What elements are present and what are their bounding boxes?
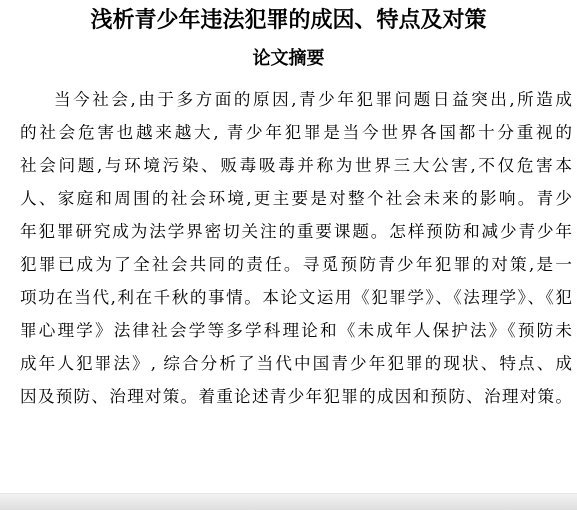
abstract-line: 年犯罪研究成为法学界密切关注的重要课题。怎样预防和减少青少年 [20, 222, 572, 241]
abstract-line: 当今社会,由于多方面的原因,青少年犯罪问题日益突出,所造成 [54, 90, 572, 109]
abstract-line: 成年人犯罪法》, 综合分析了当代中国青少年犯罪的现状、特点、成 [20, 354, 572, 373]
page-bottom-edge [0, 493, 577, 510]
abstract-body [20, 83, 572, 413]
abstract-line: 犯罪已成为了全社会共同的责任。寻觅预防青少年犯罪的对策,是一 [20, 255, 572, 274]
abstract-line: 因及预防、治理对策。着重论述青少年犯罪的成因和预防、治理对策。 [20, 387, 572, 406]
abstract-line: 社会问题,与环境污染、贩毒吸毒并称为世界三大公害,不仅危害本 [20, 156, 572, 175]
abstract-line: 项功在当代,利在千秋的事情。本论文运用《犯罪学》、《法理学》、《犯 [20, 288, 572, 307]
document-title: 浅析青少年违法犯罪的成因、特点及对策 [90, 8, 487, 33]
abstract-line: 的社会危害也越来越大, 青少年犯罪是当今世界各国都十分重视的 [20, 123, 572, 142]
abstract-heading: 论文摘要 [252, 48, 325, 69]
abstract-line: 人、家庭和周围的社会环境,更主要是对整个社会未来的影响。青少 [20, 189, 572, 208]
abstract-line: 罪心理学》法律社会学等多学科理论和《未成年人保护法》《预防未 [20, 321, 572, 340]
